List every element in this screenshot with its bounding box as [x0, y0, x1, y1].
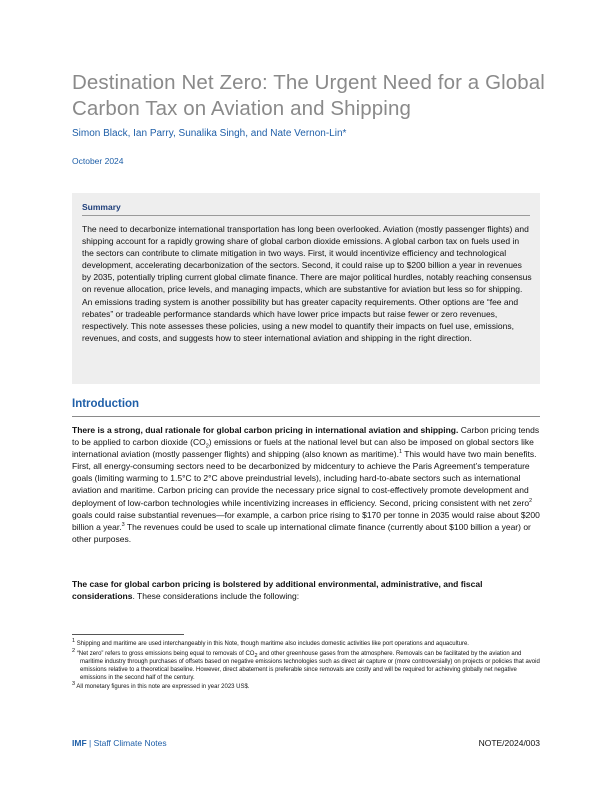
introduction-heading: Introduction [72, 398, 140, 410]
footnote-text: All monetary figures in this note are expressed in year 2023 US$. [76, 684, 250, 691]
footer-separator: | [86, 738, 94, 748]
footnote-ref-3[interactable]: 3 [121, 521, 125, 528]
footnote-2 [72, 647, 542, 682]
paragraph-2-text: . These considerations include the following: [132, 591, 300, 602]
paragraph-1-text-c: This would have two main benefits. First, all energy-consuming sectors need to be decarbonized by midcentury to achieve the Paris Agreement’s temperature goals (limiting warming to 1.5°C to 2°C above preindustrial levels), including hard-to-abate sectors such as international aviation and maritime. Carbon pricing can provide the necessary price signal to cost-effectively promote development and deployment of low-carbon technologies while incentivizing increases in efficiency. Second, pricing consistent with net zero [72, 449, 537, 508]
paragraph-1-text-b: ) emissions or fuels at the national level but can also be imposed on global sectors like international aviation (mostly passenger flights) and shipping (also known as maritime). [72, 437, 534, 460]
footnote-3 [72, 683, 542, 691]
footnote-number: 2 [72, 647, 76, 654]
introduction-paragraph-2 [72, 578, 542, 602]
footnotes [72, 640, 542, 693]
summary-box [72, 193, 540, 384]
summary-divider [82, 215, 530, 216]
summary-heading: Summary [82, 202, 121, 212]
paragraph-1-text-a: Carbon pricing tends to be applied to carbon dioxide (CO [72, 425, 540, 448]
page-title: Destination Net Zero: The Urgent Need for a Global Carbon Tax on Aviation and Shipping [72, 71, 545, 120]
footnote-number: 1 [72, 638, 76, 644]
author-list: Simon Black, Ian Parry, Sunalika Singh, and Nate Vernon-Lin* [72, 128, 347, 139]
footnote-1 [72, 640, 542, 648]
co2-subscript: 2 [205, 443, 209, 450]
paragraph-1-lead: There is a strong, dual rationale for global carbon pricing in international aviation and shipping. [72, 425, 459, 435]
introduction-divider [72, 416, 540, 417]
footnote-text: “Net zero” refers to gross emissions being equal to removals of CO [76, 650, 255, 657]
footnote-text: Shipping and maritime are used interchangeably in this Note, though maritime also includes domestic activities like port operations and aquaculture. [76, 641, 469, 647]
footer-doc-id: NOTE/2024/003 [478, 738, 540, 748]
footer-series-name: Staff Climate Notes [93, 738, 167, 748]
footnote-divider [72, 634, 184, 635]
introduction-paragraph-1 [72, 424, 542, 545]
paragraph-1-text-e: The revenues could be used to scale up international climate finance (currently about $100 billion a year) or other purposes. [72, 521, 531, 544]
footer-org: IMF [72, 738, 87, 748]
co2-subscript: 2 [254, 652, 258, 659]
footnote-text-cont: and other greenhouse gases from the atmosphere. Removals can be facilitated by the aviation and maritime industry through purchases of offsets based on negative emissions technologies such as direct air capture or (more controversially) on projects or policies that avoid emissions relative to a theoretical baseline. However, direct abatement is preferable since removals are costly and will be required for achieving globally net negative emissions in the second half of the century. [80, 650, 540, 681]
footer-series [72, 738, 167, 748]
publication-date: October 2024 [72, 156, 124, 166]
paragraph-2-lead: The case for global carbon pricing is bolstered by additional environmental, administrative, and fiscal considerations [72, 579, 483, 602]
footnote-ref-1[interactable]: 1 [398, 449, 402, 456]
summary-text: The need to decarbonize international transportation has long been overlooked. Aviation (mostly passenger flights) and shipping account for a rapidly growing share of global carbon dioxide emissions. A global carbon tax on fuels used in the sectors can contribute to climate mitigation in two ways. First, it would incentivize efficiency and technological development, accelerating decarbonization of the sectors. Second, it could raise up to $200 billion a year in revenues by 2035, potentially tripling current global climate finance. There are major political hurdles, notably reaching consensus on revenue allocation, price levels, and managing impacts, which are substantive for aviation but less so for shipping. An emissions trading system is another possibility but has greater capacity requirements. Other options are “fee and rebates” or tradeable performance standards which have lower price impacts but raise fewer or zero revenues, respectively. This note assesses these policies, using a new model to quantify their impacts on fuel use, emissions, revenues, and costs, and suggests how to steer international aviation and shipping in the right direction. [82, 224, 532, 343]
footnote-number: 3 [72, 681, 76, 688]
paragraph-1-text-d: goals could raise substantial revenues—for example, a carbon price rising to $170 per tonne in 2035 would raise about $200 billion a year. [72, 509, 540, 532]
footnote-ref-2[interactable]: 2 [529, 497, 533, 504]
